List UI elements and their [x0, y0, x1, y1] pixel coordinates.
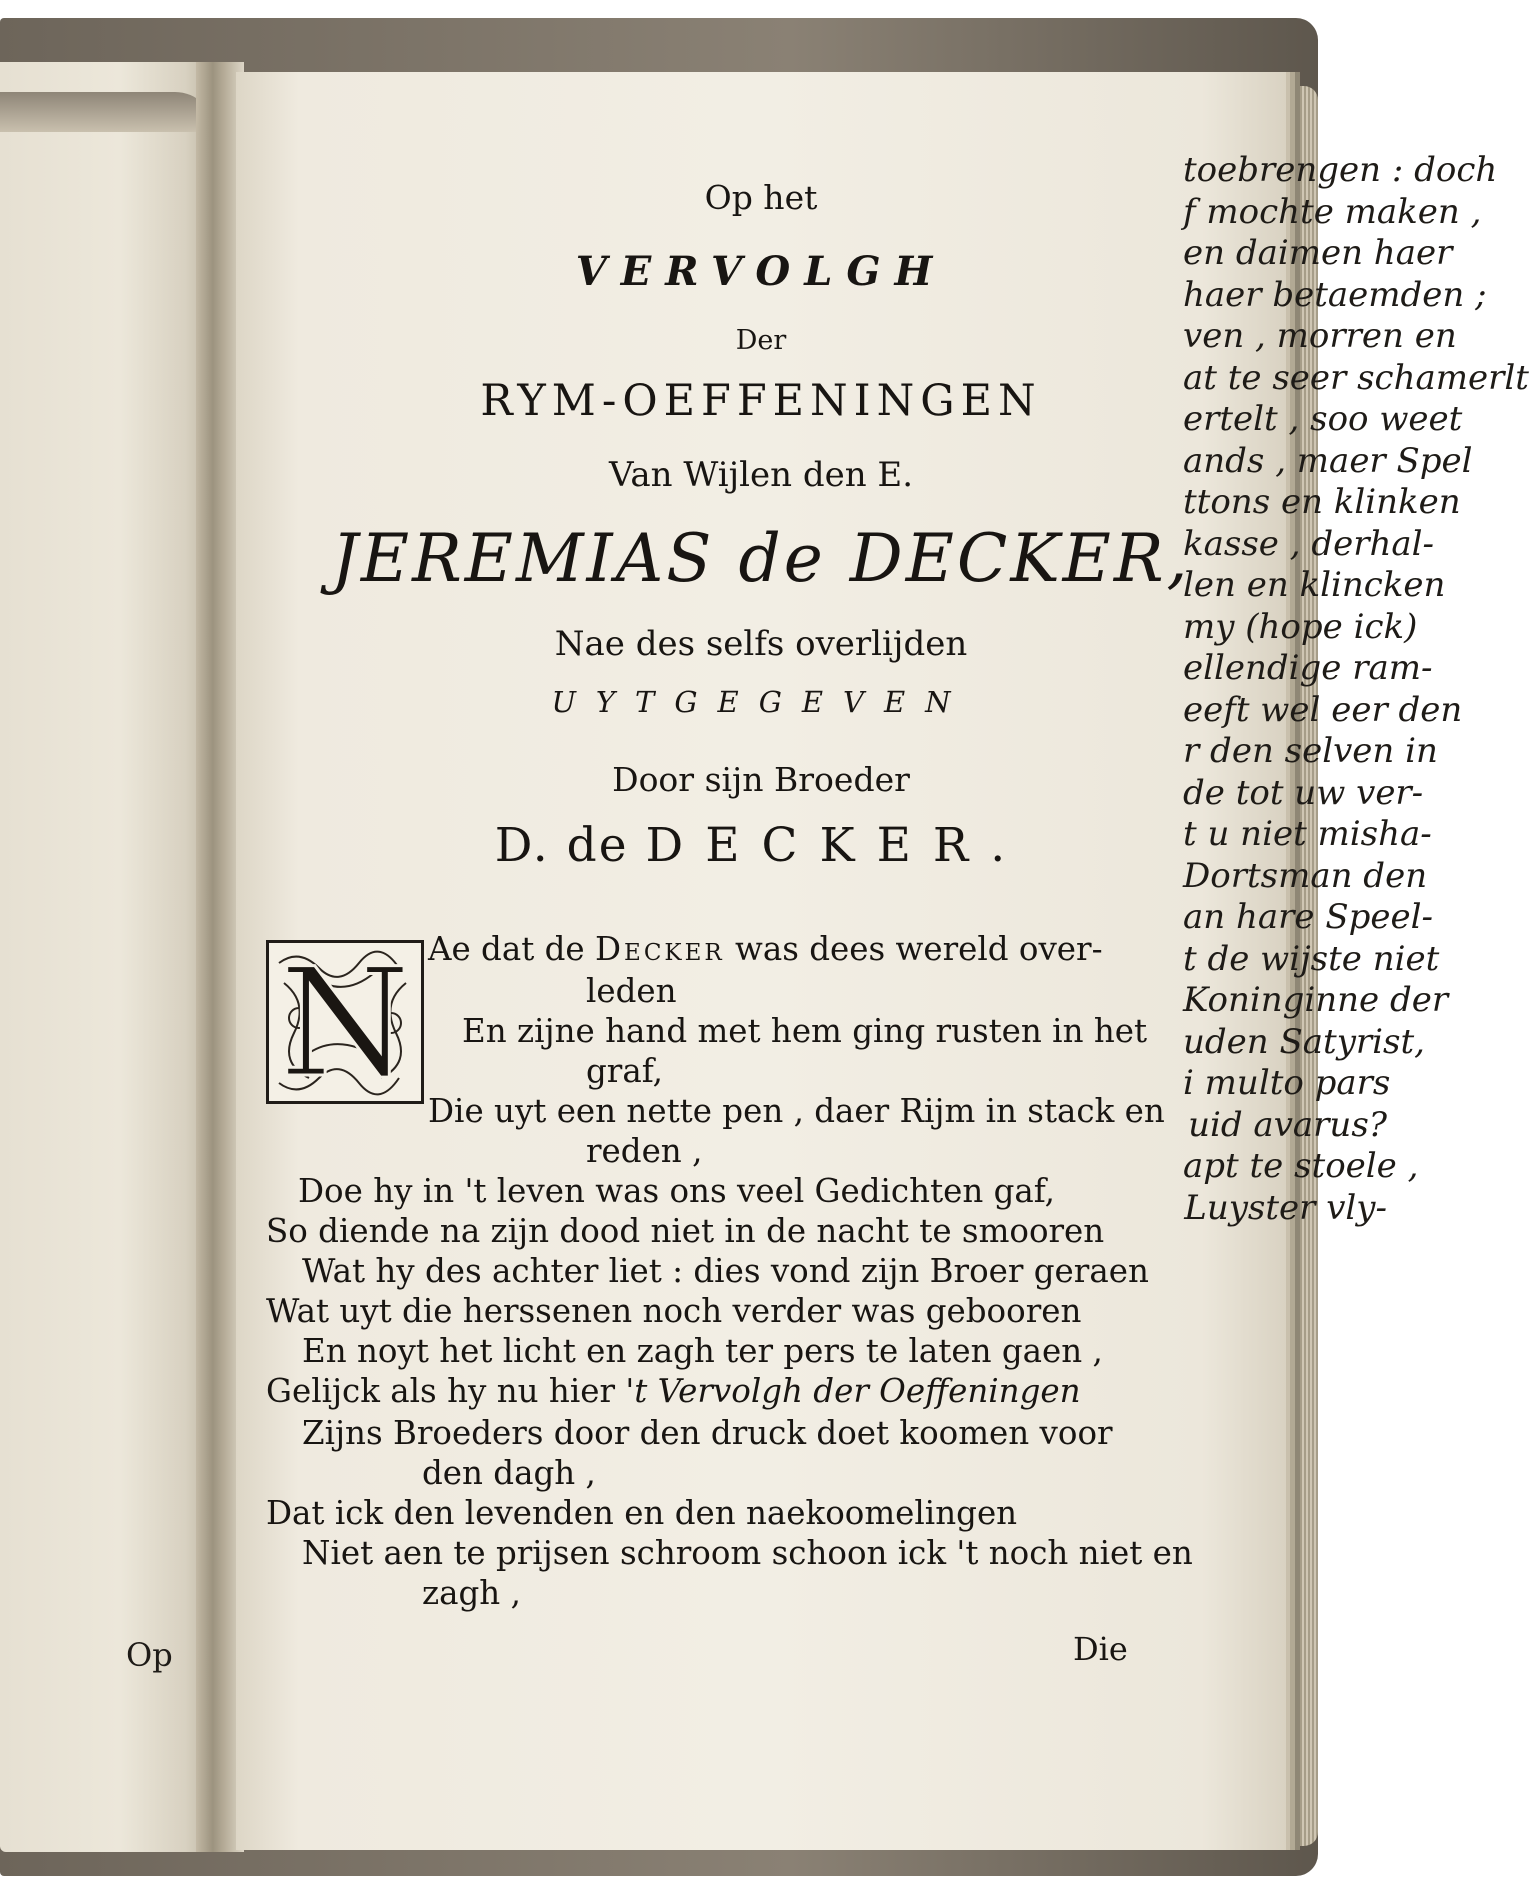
left-line: t de wijste niet	[1183, 938, 1440, 979]
verse-line: leden	[586, 972, 677, 1010]
left-catchword: Op	[126, 1636, 173, 1674]
verse-line: Wat hy des achter liet : dies vond zijn Broer geraen	[302, 1252, 1149, 1290]
left-line: apt te stoele ,	[1183, 1146, 1419, 1186]
verse-line: reden ,	[586, 1132, 703, 1170]
left-line: len en klincken	[1183, 565, 1446, 605]
title-rym-oeffeningen: RYM-OEFFENINGEN	[480, 376, 1042, 426]
title-der: Der	[735, 325, 787, 356]
left-line: ertelt , soo weet	[1183, 399, 1463, 439]
verse-line	[266, 1372, 1081, 1410]
left-line: haer betaemden ;	[1183, 274, 1487, 315]
verse-line: graf,	[586, 1052, 663, 1090]
left-line: my (hope ick)	[1183, 606, 1418, 647]
verse-line	[428, 930, 1103, 968]
verse-line: Die uyt een nette pen , daer Rijm in stack en	[428, 1092, 1165, 1130]
left-line: ands , maer Spel	[1183, 440, 1473, 481]
left-line: at te seer schamerlt	[1183, 357, 1529, 398]
initial-letter: N	[279, 937, 411, 1111]
title-vervolgh: VERVOLGH	[575, 248, 947, 295]
left-line: kasse , derhal-	[1183, 523, 1434, 564]
editor-surname: DECKER.	[645, 818, 1028, 873]
verse-line: Wat uyt die herssenen noch verder was gebooren	[266, 1292, 1082, 1330]
verse-line: zagh ,	[422, 1574, 521, 1612]
verse-line: Dat ick den levenden en den naekoomelingen	[266, 1494, 1018, 1532]
verse-italic-title: 't Vervolgh der Oeffeningen	[625, 1372, 1081, 1410]
title-van-wijlen: Van Wijlen den E.	[608, 455, 914, 495]
left-line: ven , morren en	[1183, 316, 1457, 356]
title-uytgegeven: UYTGEGEVEN	[551, 685, 971, 719]
title-op-het: Op het	[704, 178, 818, 217]
verse-line: Doe hy in 't leven was ons veel Gedichten gaf,	[298, 1172, 1056, 1210]
left-line: Luyster vly-	[1184, 1187, 1387, 1228]
verse-line: So diende na zijn dood niet in de nacht te smooren	[266, 1212, 1105, 1250]
title-door-broeder: Door sijn Broeder	[612, 760, 910, 799]
verse-line: Zijns Broeders door den druck doet koomen voor	[302, 1414, 1113, 1452]
left-page	[0, 62, 218, 1852]
initial-ornament-icon	[269, 937, 421, 1111]
verse-line-text: was dees wereld over-	[724, 930, 1103, 968]
verse-line-text: Ae dat de	[428, 930, 595, 968]
left-line: en daimen haer	[1183, 233, 1453, 273]
left-line: uid avarus?	[1188, 1104, 1387, 1145]
editor-initial: D. de	[494, 818, 629, 873]
title-editor	[236, 818, 1286, 873]
left-line: uden Satyrist,	[1183, 1021, 1425, 1062]
left-page-top-curl	[0, 92, 215, 132]
left-line: ellendige ram-	[1183, 648, 1433, 688]
title-author-name: JEREMIAS de DECKER,	[331, 520, 1191, 597]
left-line: toebrengen : doch	[1183, 150, 1498, 190]
verse-name-decker: Decker	[594, 930, 725, 968]
left-line: Koninginne der	[1183, 980, 1449, 1020]
verse-line-text: Gelijck als hy nu hier	[266, 1372, 626, 1410]
title-nae-overlijden: Nae des selfs overlijden	[554, 624, 968, 664]
left-line: t u niet misha-	[1183, 814, 1432, 854]
left-line: de tot uw ver-	[1183, 772, 1424, 813]
left-line: Dortsman den	[1183, 855, 1428, 896]
left-line: i multo pars	[1183, 1063, 1391, 1103]
left-line: f mochte maken ,	[1183, 191, 1482, 232]
left-line: eeft wel eer den	[1183, 689, 1463, 730]
verse-line: den dagh ,	[422, 1454, 596, 1492]
decorated-initial	[266, 937, 424, 1111]
left-line: an hare Speel-	[1183, 897, 1433, 937]
catchword: Die	[1073, 1630, 1128, 1668]
verse-line: En zijne hand met hem ging rusten in het	[462, 1012, 1148, 1050]
verse-line: Niet aen te prijsen schroom schoon ick 't noch niet en	[302, 1534, 1193, 1572]
verse-line: En noyt het licht en zagh ter pers te laten gaen ,	[302, 1332, 1103, 1370]
left-line: r den selven in	[1183, 731, 1438, 771]
left-line: ttons en klinken	[1183, 482, 1461, 522]
